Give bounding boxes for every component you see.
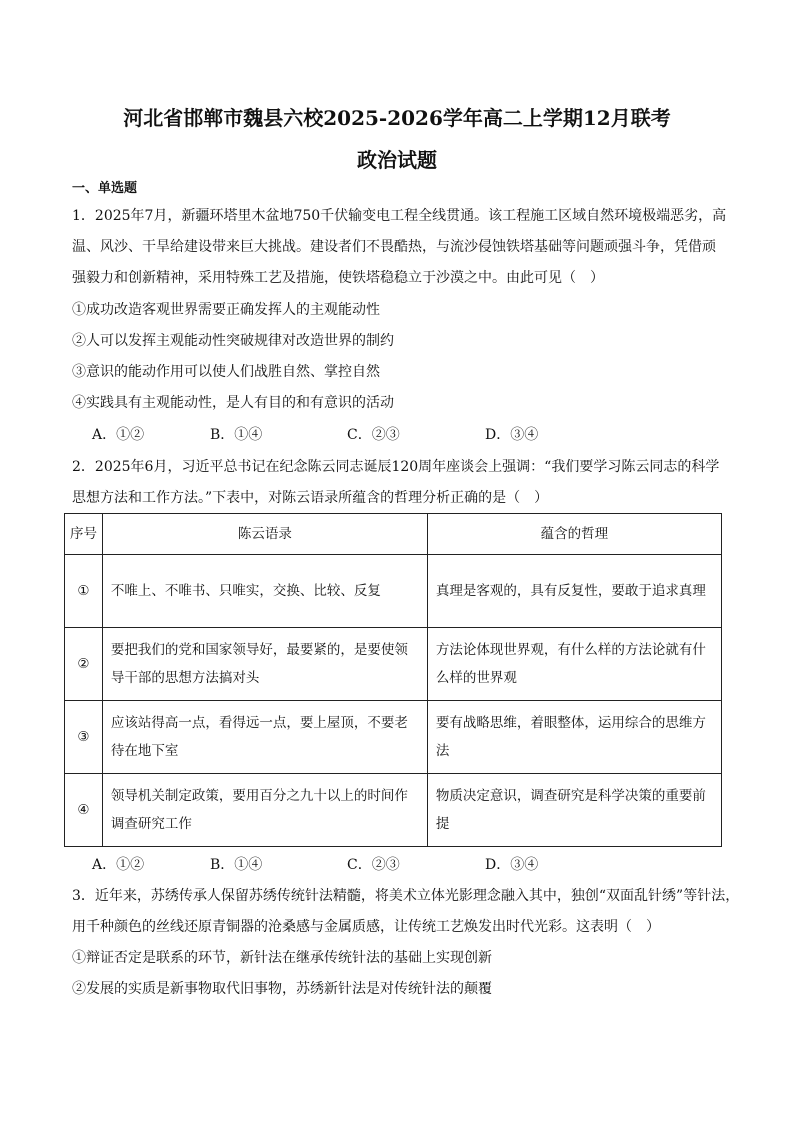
row-number: ③ xyxy=(65,701,103,774)
q1-item: ④实践具有主观能动性，是人有目的和有意识的活动 xyxy=(72,395,394,411)
q2-option-b: B．①④ xyxy=(210,857,263,873)
q1-option-b: B．①④ xyxy=(210,427,263,443)
row-number: ④ xyxy=(65,774,103,847)
row-quote: 领导机关制定政策，要用百分之九十以上的时间作调查研究工作 xyxy=(102,774,427,847)
q1-option-d: D．③④ xyxy=(485,427,539,443)
row-quote: 要把我们的党和国家领导好，最要紧的，是要使领导干部的思想方法搞对头 xyxy=(102,628,427,701)
q1-option-a: A．①② xyxy=(92,427,145,443)
header-quote: 陈云语录 xyxy=(102,514,427,555)
q3-item: ②发展的实质是新事物取代旧事物，苏绣新针法是对传统针法的颠覆 xyxy=(72,981,492,997)
section-heading: 一、单选题 xyxy=(72,181,138,196)
q2-option-a: A．①② xyxy=(92,857,145,873)
q1-item: ①成功改造客观世界需要正确发挥人的主观能动性 xyxy=(72,302,380,318)
row-number: ② xyxy=(65,628,103,701)
table-row xyxy=(65,628,722,701)
q3-stem-line: 3．近年来，苏绣传承人保留苏绣传统针法精髓，将美术立体光影理念融入其中，独创“双面乱针绣”等针法， xyxy=(72,888,740,904)
exam-subject: 政治试题 xyxy=(357,148,437,172)
q3-stem-line: 用千种颜色的丝线还原青铜器的沧桑感与金属质感，让传统工艺焕发出时代光彩。这表明（ ） xyxy=(72,919,660,935)
row-philosophy: 物质决定意识，调查研究是科学决策的重要前提 xyxy=(427,774,721,847)
table-row xyxy=(65,701,722,774)
table-row xyxy=(65,774,722,847)
q1-stem-line: 强毅力和创新精神，采用特殊工艺及措施，使铁塔稳稳立于沙漠之中。由此可见（ ） xyxy=(72,270,604,286)
header-philosophy: 蕴含的哲理 xyxy=(427,514,721,555)
q1-option-c: C．②③ xyxy=(347,427,400,443)
exam-title: 河北省邯郸市魏县六校2025-2026学年高二上学期12月联考 xyxy=(123,106,671,130)
q2-option-d: D．③④ xyxy=(485,857,539,873)
q2-stem-line: 思想方法和工作方法。”下表中，对陈云语录所蕴含的哲理分析正确的是（ ） xyxy=(72,490,549,506)
row-number: ① xyxy=(65,555,103,628)
q1-item: ②人可以发挥主观能动性突破规律对改造世界的制约 xyxy=(72,333,394,349)
q2-option-c: C．②③ xyxy=(347,857,400,873)
header-number: 序号 xyxy=(65,514,103,555)
row-quote: 不唯上、不唯书、只唯实，交换、比较、反复 xyxy=(102,555,427,628)
table-header-row xyxy=(65,514,722,555)
row-philosophy: 要有战略思维，着眼整体，运用综合的思维方法 xyxy=(427,701,721,774)
row-philosophy: 真理是客观的，具有反复性，要敢于追求真理 xyxy=(427,555,721,628)
q1-stem-line: 温、风沙、干旱给建设带来巨大挑战。建设者们不畏酷热，与流沙侵蚀铁塔基础等问题顽强斗争，凭借顽 xyxy=(72,239,716,255)
table-row xyxy=(65,555,722,628)
q1-stem-line: 1．2025年7月，新疆环塔里木盆地750千伏输变电工程全线贯通。该工程施工区域自然环境极端恶劣，高 xyxy=(72,208,727,224)
row-quote: 应该站得高一点，看得远一点，要上屋顶，不要老待在地下室 xyxy=(102,701,427,774)
q2-table xyxy=(64,513,722,847)
q1-item: ③意识的能动作用可以使人们战胜自然、掌控自然 xyxy=(72,364,380,380)
q2-stem-line: 2．2025年6月，习近平总书记在纪念陈云同志诞辰120周年座谈会上强调：“我们要学习陈云同志的科学 xyxy=(72,459,720,475)
q3-item: ①辩证否定是联系的环节，新针法在继承传统针法的基础上实现创新 xyxy=(72,950,492,966)
row-philosophy: 方法论体现世界观，有什么样的方法论就有什么样的世界观 xyxy=(427,628,721,701)
